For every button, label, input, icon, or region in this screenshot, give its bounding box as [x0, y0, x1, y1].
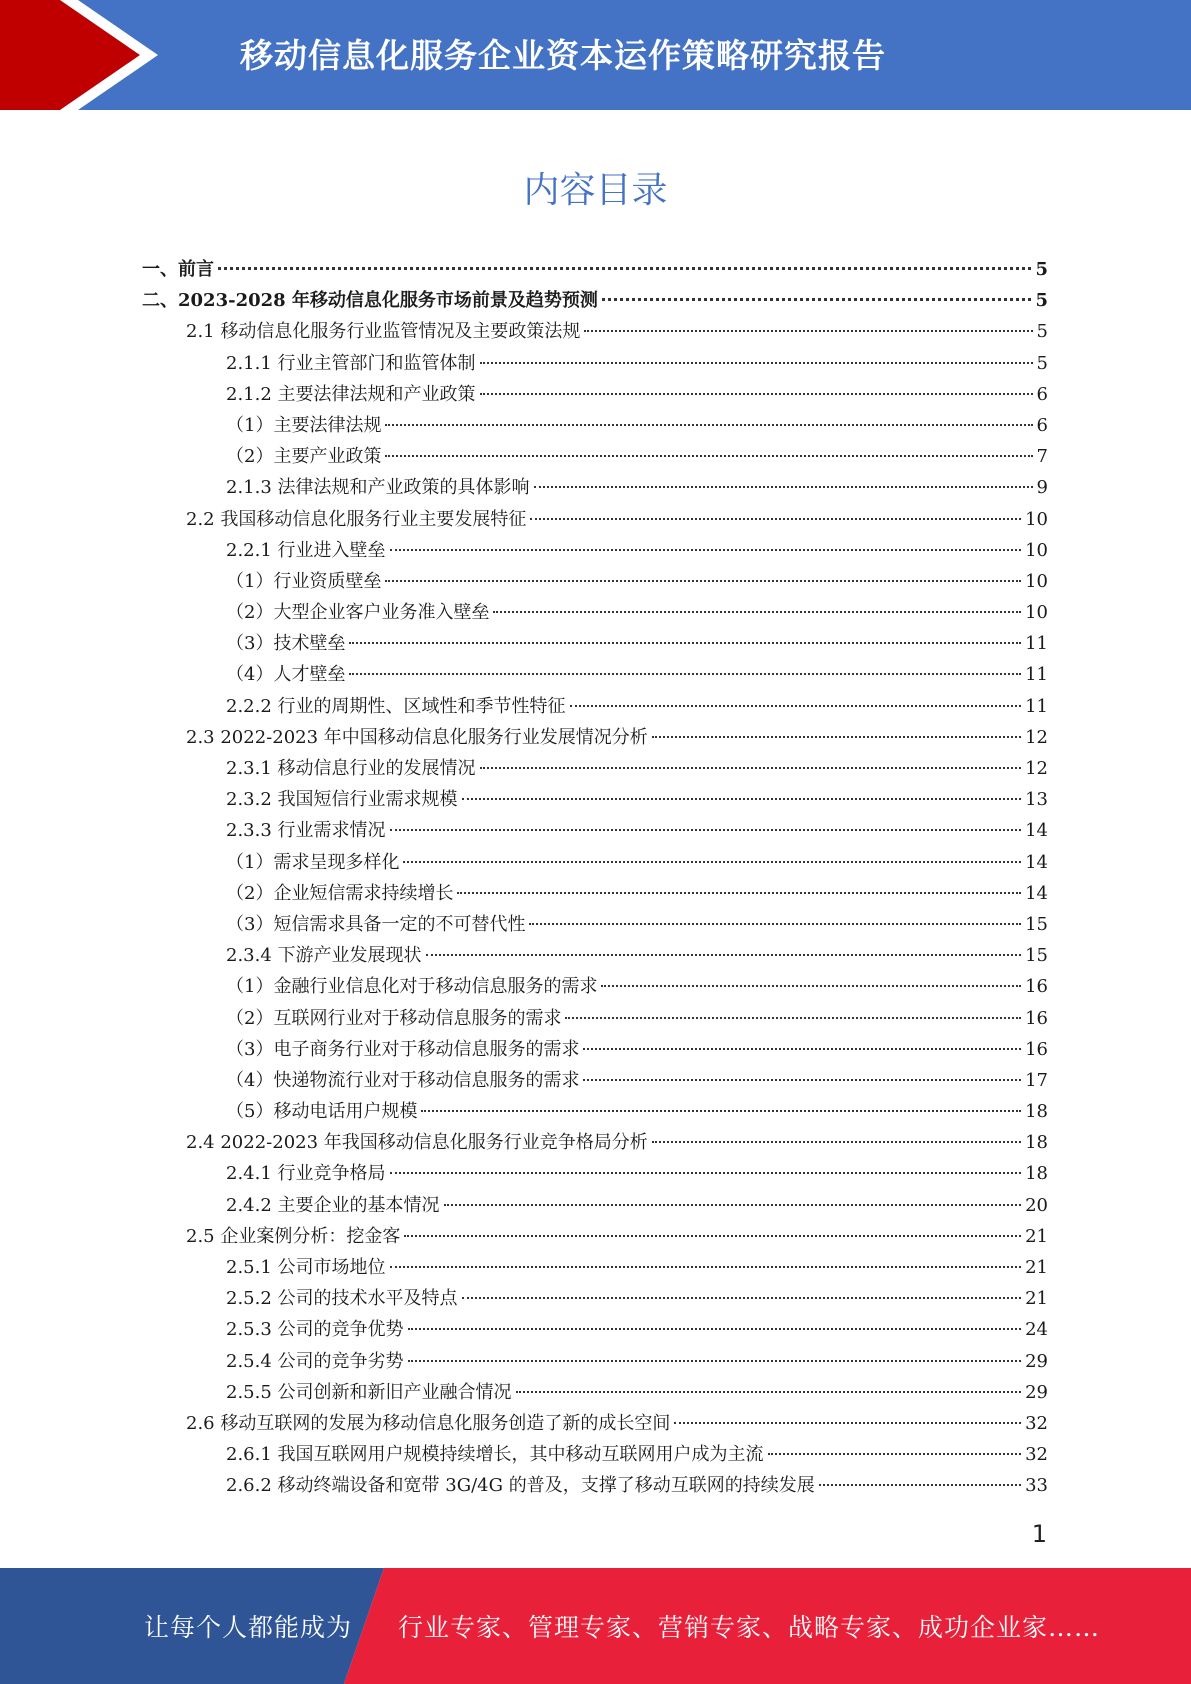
toc-entry-page: 5 — [1036, 352, 1048, 374]
toc-entry-page: 5 — [1035, 259, 1048, 280]
toc-leader-dots — [408, 1328, 1022, 1330]
toc-entry[interactable] — [142, 441, 1048, 472]
toc-entry[interactable] — [142, 1190, 1048, 1221]
toc-leader-dots — [385, 580, 1021, 582]
report-title: 移动信息化服务企业资本运作策略研究报告 — [240, 35, 886, 75]
toc-leader-dots — [565, 1017, 1021, 1019]
toc-entry[interactable] — [142, 1470, 1048, 1501]
toc-entry[interactable] — [142, 504, 1048, 535]
toc-entry[interactable] — [142, 410, 1048, 441]
toc-entry[interactable] — [142, 909, 1048, 940]
toc-entry[interactable] — [142, 1003, 1048, 1034]
toc-leader-dots — [390, 549, 1022, 551]
toc-entry-title: 2.5.2 公司的技术水平及特点 — [226, 1288, 458, 1310]
toc-entry-title: 2.5.5 公司创新和新旧产业融合情况 — [226, 1381, 512, 1403]
toc-entry-page: 10 — [1025, 539, 1048, 561]
toc-leader-dots — [218, 267, 1031, 270]
toc-leader-dots — [404, 1235, 1021, 1237]
toc-entry-page: 32 — [1025, 1412, 1048, 1434]
toc-entry[interactable] — [142, 784, 1048, 815]
toc-entry-page: 5 — [1036, 321, 1048, 343]
toc-entry[interactable] — [142, 1439, 1048, 1470]
toc-leader-dots — [819, 1484, 1021, 1486]
toc-entry-page: 13 — [1025, 789, 1048, 811]
toc-entry[interactable] — [142, 659, 1048, 690]
toc-entry-title: 2.1.1 行业主管部门和监管体制 — [226, 352, 476, 374]
toc-entry-title: （5）移动电话用户规模 — [226, 1101, 418, 1123]
toc-entry-title: 2.1.3 法律法规和产业政策的具体影响 — [226, 477, 530, 499]
toc-entry[interactable] — [142, 940, 1048, 971]
toc-leader-dots — [403, 861, 1021, 863]
toc-entry-title: 2.5.4 公司的竞争劣势 — [226, 1350, 404, 1372]
toc-entry-page: 18 — [1025, 1132, 1048, 1154]
toc-leader-dots — [444, 1204, 1022, 1206]
toc-entry-page: 5 — [1035, 290, 1048, 312]
toc-entry-title: 2.2.1 行业进入壁垒 — [226, 539, 386, 561]
toc-entry-title: 2.2.2 行业的周期性、区域性和季节性特征 — [226, 695, 566, 717]
toc-entry-title: 一、前言 — [142, 259, 214, 280]
toc-entry-title: 2.1 移动信息化服务行业监管情况及主要政策法规 — [186, 321, 581, 343]
footer-slogan-right: 行业专家、管理专家、营销专家、战略专家、成功企业家…… — [398, 1613, 1101, 1642]
header-banner — [0, 0, 1191, 110]
toc-entry-page: 16 — [1025, 1038, 1048, 1060]
toc-leader-dots — [516, 1391, 1022, 1393]
toc-entry-page: 21 — [1025, 1288, 1048, 1310]
toc-entry-title: （3）技术壁垒 — [226, 633, 346, 655]
toc-leader-dots — [462, 1297, 1022, 1299]
toc-heading: 内容目录 — [523, 170, 668, 211]
toc-entry-title: （1）行业资质壁垒 — [226, 570, 382, 592]
toc-leader-dots — [408, 1360, 1022, 1362]
toc-leader-dots — [529, 923, 1021, 925]
toc-entry[interactable] — [142, 1314, 1048, 1345]
toc-entry[interactable] — [142, 1221, 1048, 1252]
toc-entry-page: 21 — [1025, 1257, 1048, 1278]
toc-leader-dots — [385, 424, 1032, 426]
toc-entry[interactable] — [142, 285, 1048, 316]
toc-leader-dots — [480, 362, 1033, 364]
toc-entry-page: 24 — [1025, 1319, 1048, 1341]
toc-leader-dots — [390, 829, 1022, 831]
toc-entry[interactable] — [142, 691, 1048, 722]
toc-entry-page: 14 — [1025, 851, 1048, 873]
toc-leader-dots — [570, 705, 1022, 707]
toc-entry-page: 11 — [1025, 695, 1048, 717]
toc-leader-dots — [584, 330, 1032, 332]
toc-entry-page: 29 — [1025, 1350, 1048, 1372]
toc-entry-title: （2）大型企业客户业务准入壁垒 — [226, 602, 490, 624]
toc-entry-title: 2.2 我国移动信息化服务行业主要发展特征 — [186, 508, 527, 530]
toc-leader-dots — [583, 1048, 1021, 1050]
toc-entry[interactable] — [142, 1158, 1048, 1189]
toc-entry-page: 29 — [1025, 1381, 1048, 1403]
toc-entry-title: （2）主要产业政策 — [226, 446, 382, 468]
toc-leader-dots — [349, 673, 1021, 675]
toc-entry-title: （3）电子商务行业对于移动信息服务的需求 — [226, 1038, 580, 1060]
toc-entry-page: 16 — [1025, 1007, 1048, 1029]
toc-leader-dots — [421, 1110, 1021, 1112]
toc-entry[interactable] — [142, 472, 1048, 503]
toc-entry-title: 2.5.1 公司市场地位 — [226, 1257, 386, 1278]
toc-entry-title: （4）人才壁垒 — [226, 664, 346, 686]
toc-leader-dots — [583, 1079, 1021, 1081]
toc-entry[interactable] — [142, 254, 1048, 285]
toc-leader-dots — [652, 736, 1021, 738]
toc-entry-page: 17 — [1025, 1069, 1048, 1091]
toc-leader-dots — [602, 298, 1032, 301]
toc-leader-dots — [534, 486, 1033, 488]
toc-entry[interactable] — [142, 1034, 1048, 1065]
toc-leader-dots — [462, 798, 1022, 800]
toc-entry-page: 10 — [1025, 602, 1048, 624]
toc-entry-page: 9 — [1036, 477, 1048, 499]
toc-entry-page: 14 — [1025, 882, 1048, 904]
toc-entry-title: （4）快递物流行业对于移动信息服务的需求 — [226, 1069, 580, 1091]
toc-entry-title: 2.6.2 移动终端设备和宽带 3G/4G 的普及，支撑了移动互联网的持续发展 — [226, 1475, 815, 1497]
toc-entry[interactable] — [142, 1377, 1048, 1408]
toc-entry-title: 2.3.4 下游产业发展现状 — [226, 945, 422, 967]
toc-entry-page: 6 — [1036, 414, 1048, 436]
toc-entry-page: 16 — [1025, 976, 1048, 998]
toc-entry-page: 32 — [1025, 1444, 1048, 1466]
header-arrow-icon — [0, 0, 200, 110]
toc-entry-title: （3）短信需求具备一定的不可替代性 — [226, 913, 526, 935]
toc-entry-title: 2.5 企业案例分析：挖金客 — [186, 1225, 401, 1247]
toc-entry-page: 33 — [1025, 1475, 1048, 1497]
toc-entry[interactable] — [142, 1127, 1048, 1158]
toc-entry-title: 二、2023-2028 年移动信息化服务市场前景及趋势预测 — [142, 290, 598, 312]
toc-entry-title: 2.3.1 移动信息行业的发展情况 — [226, 758, 476, 779]
toc-leader-dots — [493, 611, 1021, 613]
toc-entry-page: 20 — [1025, 1194, 1048, 1216]
toc-entry[interactable] — [142, 1065, 1048, 1096]
toc-entry[interactable] — [142, 566, 1048, 597]
toc-leader-dots — [390, 1172, 1022, 1174]
toc-entry-page: 6 — [1036, 383, 1048, 405]
toc-entry[interactable] — [142, 847, 1048, 878]
toc-leader-dots — [480, 393, 1033, 395]
toc-entry-title: （1）金融行业信息化对于移动信息服务的需求 — [226, 976, 598, 998]
toc-entry-title: 2.3.3 行业需求情况 — [226, 820, 386, 842]
toc-entry[interactable] — [142, 628, 1048, 659]
toc-leader-dots — [530, 518, 1021, 520]
toc-leader-dots — [674, 1422, 1021, 1424]
toc-entry-page: 10 — [1025, 570, 1048, 592]
footer-banner — [0, 1568, 1191, 1684]
toc-leader-dots — [385, 455, 1032, 457]
toc-entry[interactable] — [142, 535, 1048, 566]
toc-entry[interactable] — [142, 971, 1048, 1002]
toc-entry[interactable] — [142, 379, 1048, 410]
toc-leader-dots — [390, 1266, 1022, 1268]
toc-entry[interactable] — [142, 348, 1048, 379]
page-number: 1 — [1031, 1520, 1047, 1548]
toc-entry[interactable] — [142, 316, 1048, 347]
table-of-contents — [142, 254, 1048, 1502]
toc-entry-page: 15 — [1025, 945, 1048, 967]
toc-entry-title: （2）互联网行业对于移动信息服务的需求 — [226, 1007, 562, 1029]
toc-entry-page: 14 — [1025, 820, 1048, 842]
toc-leader-dots — [457, 892, 1021, 894]
toc-leader-dots — [652, 1141, 1021, 1143]
toc-entry[interactable] — [142, 597, 1048, 628]
toc-entry[interactable] — [142, 815, 1048, 846]
toc-entry[interactable] — [142, 753, 1048, 784]
toc-entry-title: 2.3.2 我国短信行业需求规模 — [226, 789, 458, 811]
toc-leader-dots — [768, 1453, 1022, 1455]
toc-entry[interactable] — [142, 878, 1048, 909]
toc-leader-dots — [426, 954, 1022, 956]
toc-entry[interactable] — [142, 1283, 1048, 1314]
toc-entry-page: 10 — [1025, 508, 1048, 530]
toc-leader-dots — [349, 642, 1021, 644]
toc-entry[interactable] — [142, 722, 1048, 753]
toc-entry-title: 2.6.1 我国互联网用户规模持续增长，其中移动互联网用户成为主流 — [226, 1444, 764, 1466]
toc-entry-page: 21 — [1025, 1225, 1048, 1247]
toc-entry-title: 2.6 移动互联网的发展为移动信息化服务创造了新的成长空间 — [186, 1412, 671, 1434]
toc-entry-title: 2.4 2022-2023 年我国移动信息化服务行业竞争格局分析 — [186, 1132, 648, 1154]
toc-entry-title: 2.3 2022-2023 年中国移动信息化服务行业发展情况分析 — [186, 726, 648, 748]
toc-entry-page: 15 — [1025, 913, 1048, 935]
toc-entry-page: 12 — [1025, 758, 1048, 779]
toc-entry-page: 12 — [1025, 726, 1048, 748]
toc-entry-page: 7 — [1036, 446, 1048, 468]
toc-entry[interactable] — [142, 1408, 1048, 1439]
toc-entry[interactable] — [142, 1346, 1048, 1377]
toc-entry-page: 18 — [1025, 1163, 1048, 1185]
toc-entry-title: （1）主要法律法规 — [226, 414, 382, 436]
toc-entry-page: 11 — [1025, 664, 1048, 686]
toc-leader-dots — [480, 767, 1022, 769]
toc-entry[interactable] — [142, 1096, 1048, 1127]
toc-entry-title: （2）企业短信需求持续增长 — [226, 882, 454, 904]
toc-entry-title: 2.1.2 主要法律法规和产业政策 — [226, 383, 476, 405]
toc-leader-dots — [601, 985, 1021, 987]
toc-entry-title: 2.4.1 行业竞争格局 — [226, 1163, 386, 1185]
footer-slogan-left: 让每个人都能成为 — [144, 1613, 353, 1642]
toc-entry-title: 2.4.2 主要企业的基本情况 — [226, 1194, 440, 1216]
toc-entry-title: （1）需求呈现多样化 — [226, 851, 400, 873]
toc-entry-page: 11 — [1025, 633, 1048, 655]
toc-entry-title: 2.5.3 公司的竞争优势 — [226, 1319, 404, 1341]
toc-entry[interactable] — [142, 1252, 1048, 1283]
toc-entry-page: 18 — [1025, 1101, 1048, 1123]
